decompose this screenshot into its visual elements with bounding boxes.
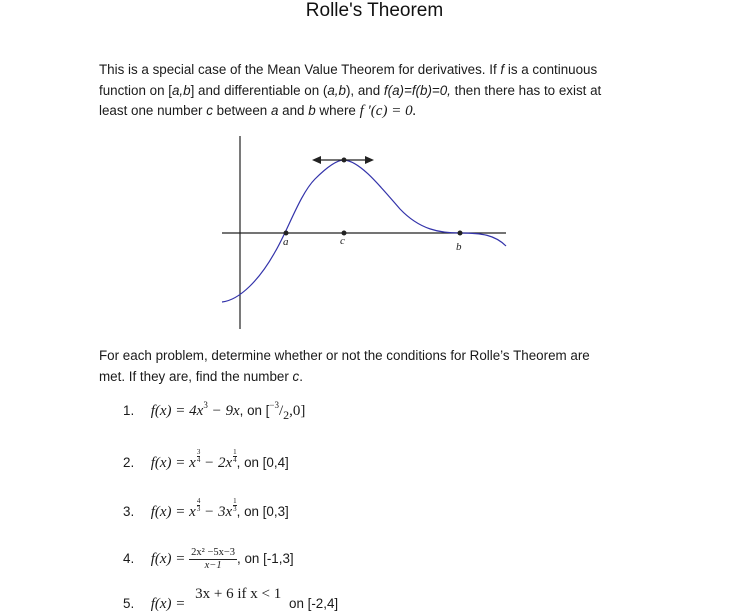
exponent-den: 4 [233,456,237,464]
exponent: 3 [203,400,208,410]
problem-interval: , on [0,3] [236,504,289,519]
rolle-graph [220,134,510,332]
page-title: Rolle's Theorem [305,0,444,21]
problem-1: 1. $f(x) = 4x^3 - 9x$, on $[^{-3}/_2,0]$ [123,400,306,422]
instructions-text: For each problem, determine whether or not the conditions for Rolle’s Theorem are [99,348,590,363]
label-a: a [283,236,289,248]
problem-4 [123,547,294,572]
problem-expression: f(x) = x [150,455,196,471]
intro-text: between [212,103,271,118]
intro-text: then there has to exist at [450,82,602,98]
intro-derivative: f ′(c) = 0. [359,103,417,119]
point-b [458,231,463,236]
exponent-den: 3 [233,505,237,513]
problem-expression: − 3x [200,504,233,520]
intro-text: ] and differentiable on ( [190,82,328,98]
problem-2 [123,448,289,472]
problem-number: 1. [123,403,135,418]
exponent-den: 3 [196,505,201,513]
interval-fraction-den: 2 [283,408,290,422]
problem-interval: , on [0,4] [236,455,289,470]
instructions-paragraph [99,346,639,387]
intro-b: b [308,103,316,118]
rational-fraction [189,547,237,572]
intro-a: a [270,103,279,118]
intro-c: c [206,103,213,118]
problem-interval: on [-2,4] [289,596,339,611]
problem-expression: f(x) = 4x [150,403,204,419]
label-b: b [456,241,462,253]
exponent-num: 4 [196,497,201,505]
instructions-text: met. If they are, find the number [99,368,293,384]
problem-interval: ,0] [289,403,306,419]
problem-interval: , on [-1,3] [237,551,294,567]
fraction-numerator: 2x² −5x−3 [191,547,236,558]
point-a [284,231,289,236]
intro-text: is a continuous [504,62,598,77]
intro-text: and [278,103,309,118]
exponent-num: 1 [233,448,237,456]
problem-expression: − 9x [207,403,240,419]
problem-number: 2. [123,455,135,470]
problem-expression: f(x) = [150,551,190,568]
problem-number: 5. [123,596,135,611]
intro-text: least one number [99,103,207,118]
intro-text: ), and [345,82,384,98]
intro-text: This is a special case of the Mean Value Theorem for derivatives. If [99,62,501,77]
exponent-den: 4 [196,456,201,464]
point-c-top [342,158,347,163]
intro-paragraph [99,60,639,122]
interval-fraction-num: −3 [269,400,279,410]
exponent-num: 3 [196,448,201,456]
tangent-arrow-left [312,156,321,164]
problem-5 [123,586,339,613]
exponent-fraction [197,498,201,513]
label-c: c [340,235,345,247]
problem-number: 4. [123,551,135,567]
intro-condition: f(a)=f(b)=0, [383,82,451,98]
problem-3 [123,497,289,521]
fraction-denominator: x−1 [204,560,222,571]
tangent-arrow-right [365,156,374,164]
problem-expression: f(x) = x [150,504,196,520]
intro-text: where [315,103,360,118]
function-curve [222,160,506,302]
intro-text: function on [ [99,82,172,98]
instructions-text: . [299,368,303,384]
intro-interval: a,b [171,82,191,98]
intro-interval: a,b [327,82,346,98]
problem-expression: − 2x [200,455,233,471]
exponent-num: 1 [233,497,237,505]
exponent-fraction [233,498,237,513]
intro-f: f [500,62,505,77]
problem-expression: f(x) = [150,596,190,612]
exponent-fraction [233,449,237,464]
piecewise-case: 3x + 6 if x < 1 [195,586,282,602]
instructions-c: c [292,368,300,384]
problem-interval: , on [ [239,403,270,418]
exponent-fraction [197,449,201,464]
problem-number: 3. [123,504,135,519]
